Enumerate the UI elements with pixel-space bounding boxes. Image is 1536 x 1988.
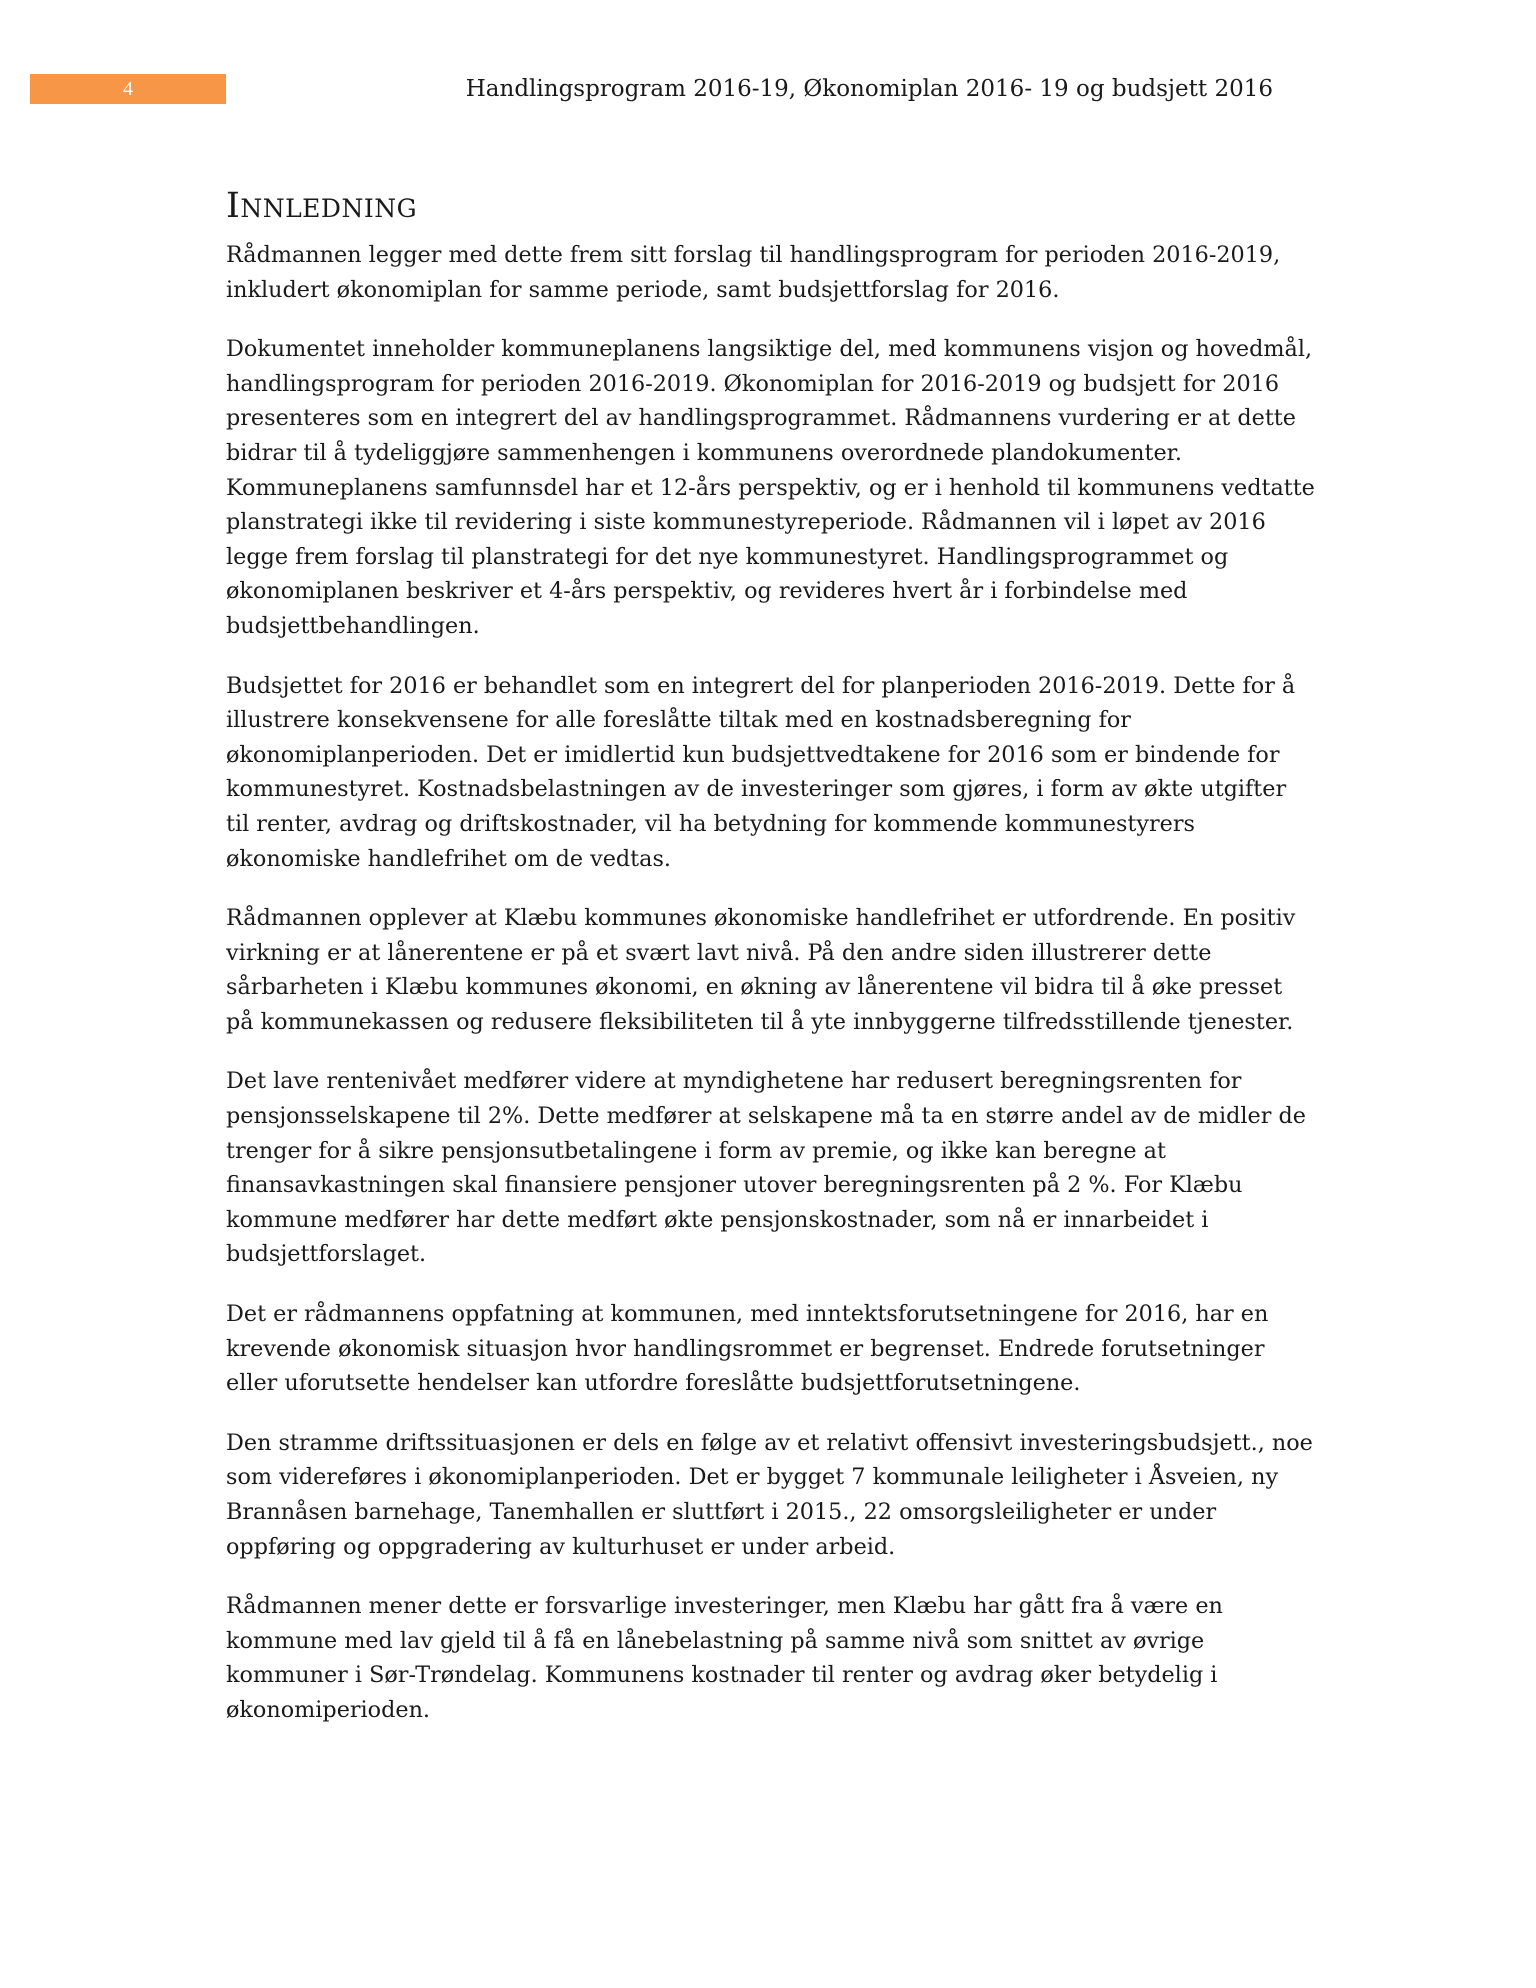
paragraph-economic-situation: Det er rådmannens oppfatning at kommunen, med inntektsforutsetningene for 2016, har en krevende økonomisk situasjon hvor handlingsrommet er begrenset. Endrede forutsetninger eller uforutsette hendelser kan utfordre foreslåtte budsjettforutsetningene. (226, 1301, 1269, 1397)
paragraph-intro: Rådmannen legger med dette frem sitt forslag til handlingsprogram for perioden 2016-2019, inkludert økonomiplan for samme periode, samt budsjettforslag for 2016. (226, 242, 1281, 303)
section-heading: Innledning (226, 186, 418, 226)
paragraph-economic-flexibility: Rådmannen opplever at Klæbu kommunes økonomiske handlefrihet er utfordrende. En positiv virkning er at lånerentene er på et svært lavt nivå. På den andre siden illustrerer dette sårbarheten i Klæbu kommunes økonomi, en økning av lånerentene vil bidra til å øke presset på kommunekassen og redusere fleksibiliteten til å yte innbyggerne tilfredsstillende tjenester. (226, 905, 1296, 1035)
paragraph-document-contents: Dokumentet inneholder kommuneplanens langsiktige del, med kommunens visjon og hovedmål, handlingsprogram for perioden 2016-2019. Økonomiplan for 2016-2019 og budsjett for 2016 presenteres som en integrert del av handlingsprogrammet. Rådmannens vurdering er at dette bidrar til å tydeliggjøre sammenhengen i kommunens overordnede plandokumenter. Kommuneplanens samfunnsdel har et 12-års perspektiv, og er i henhold til kommunens vedtatte planstrategi ikke til revidering i siste kommunestyreperiode. Rådmannen vil i løpet av 2016 legge frem forslag til planstrategi for det nye kommunestyret. Handlingsprogrammet og økonomiplanen beskriver et 4-års perspektiv, og revideres hvert år i forbindelse med budsjettbehandlingen. (226, 336, 1315, 639)
running-header-title: Handlingsprogram 2016-19, Økonomiplan 2016- 19 og budsjett 2016 (465, 76, 1273, 102)
paragraph-debt-level: Rådmannen mener dette er forsvarlige investeringer, men Klæbu har gått fra å være en kommune med lav gjeld til å få en lånebelastning på samme nivå som snittet av øvrige kommuner i Sør-Trøndelag. Kommunens kostnader til renter og avdrag øker betydelig i økonomiperioden. (226, 1593, 1223, 1723)
paragraph-pension-costs: Det lave rentenivået medfører videre at myndighetene har redusert beregningsrenten for pensjonsselskapene til 2%. Dette medfører at selskapene må ta en større andel av de midler de trenger for å sikre pensjonsutbetalingene i form av premie, og ikke kan beregne at finansavkastningen skal finansiere pensjoner utover beregningsrenten på 2 %. For Klæbu kommune medfører har dette medført økte pensjonskostnader, som nå er innarbeidet i budsjettforslaget. (226, 1068, 1306, 1268)
document-body (226, 180, 1316, 1753)
page-number-badge: 4 (30, 74, 226, 104)
paragraph-investments: Den stramme driftssituasjonen er dels en følge av et relativt offensivt investeringsbudsjett., noe som videreføres i økonomiplanperioden. Det er bygget 7 kommunale leiligheter i Åsveien, ny Brannåsen barnehage, Tanemhallen er sluttført i 2015., 22 omsorgsleiligheter er under oppføring og oppgradering av kulturhuset er under arbeid. (226, 1429, 1313, 1560)
paragraph-budget-integration: Budsjettet for 2016 er behandlet som en integrert del for planperioden 2016-2019. Dette for å illustrere konsekvensene for alle foreslåtte tiltak med en kostnadsberegning for økonomiplanperioden. Det er imidlertid kun budsjettvedtakene for 2016 som er bindende for kommunestyret. Kostnadsbelastningen av de investeringer som gjøres, i form av økte utgifter til renter, avdrag og driftskostnader, vil ha betydning for kommende kommunestyrers økonomiske handlefrihet om de vedtas. (226, 672, 1296, 872)
